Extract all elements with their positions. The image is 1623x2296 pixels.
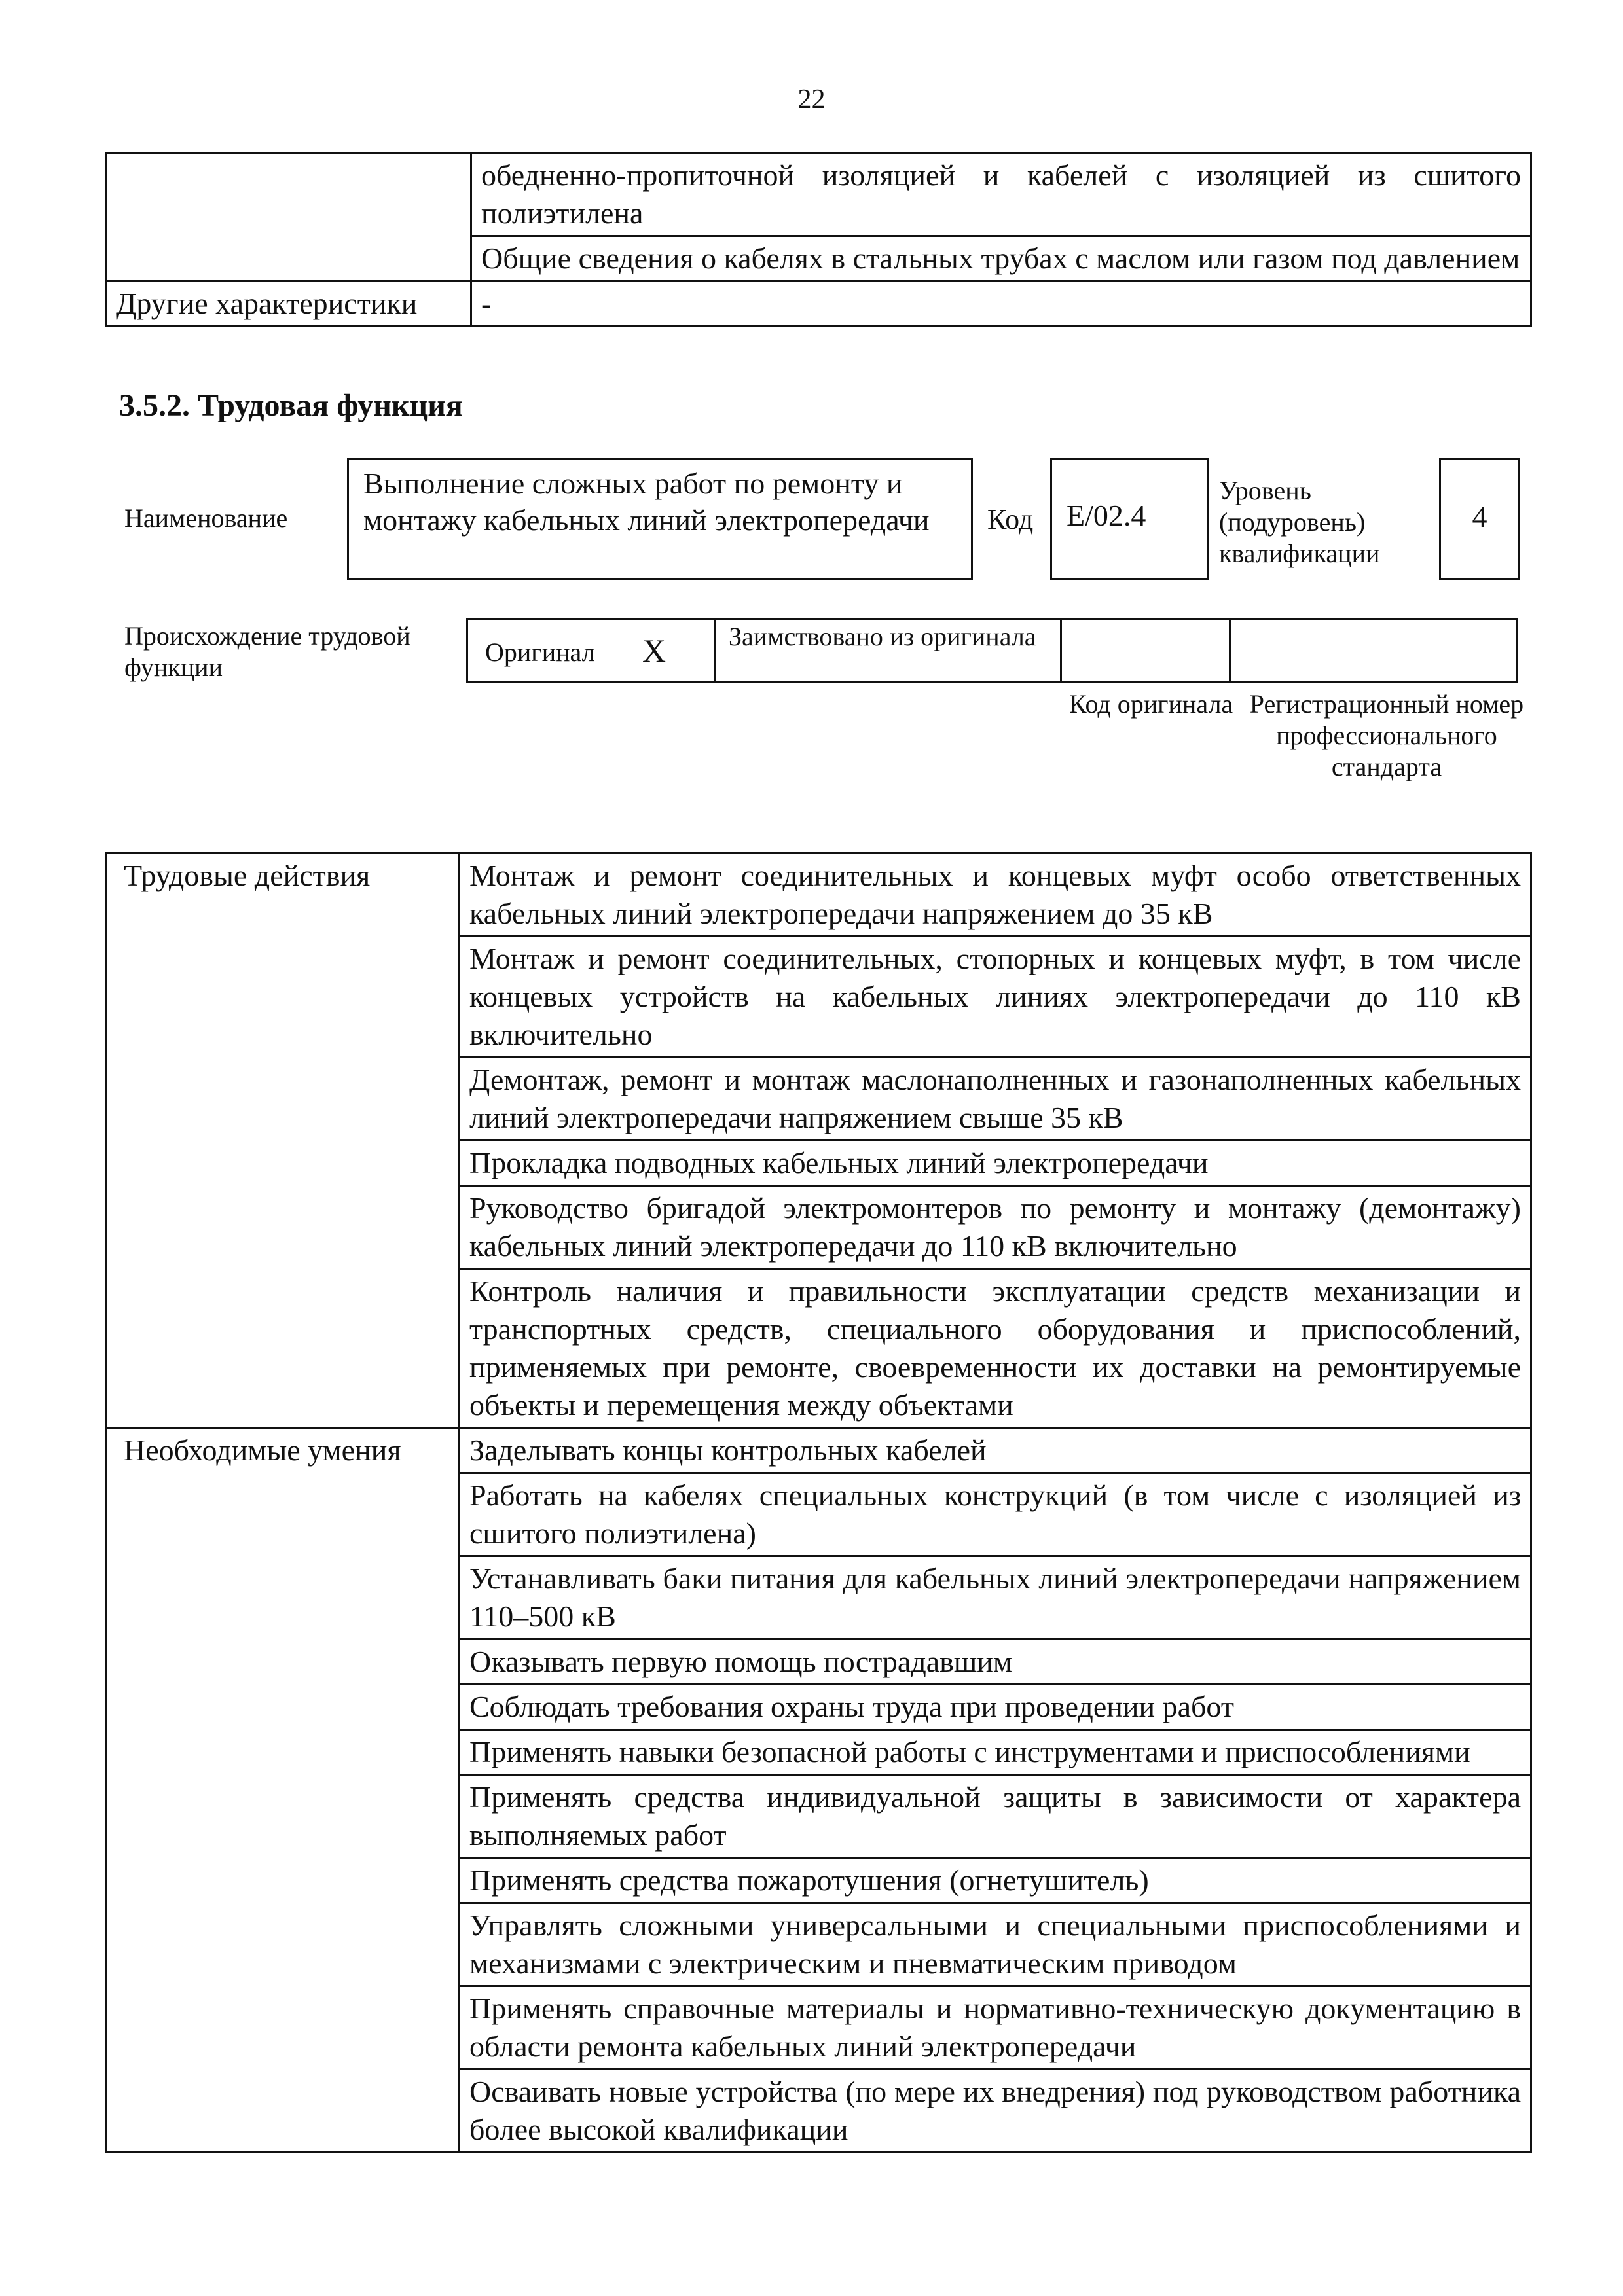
list-item: Устанавливать баки питания для кабельных линий электропередачи напряжением 110–500 кВ <box>460 1556 1531 1640</box>
list-item: Управлять сложными универсальными и специальными приспособлениями и механизмами с электрическим и пневматическим приводом <box>460 1903 1531 1986</box>
list-item: Демонтаж, ремонт и монтаж маслонаполненных и газонаполненных кабельных линий электропередачи напряжением свыше 35 кВ <box>460 1058 1531 1141</box>
name-label: Наименование <box>124 503 288 533</box>
table-row <box>106 1428 1531 1473</box>
level-value: 4 <box>1439 458 1520 580</box>
list-item: Осваивать новые устройства (по мере их внедрения) под руководством работника более высокой квалификации <box>460 2070 1531 2153</box>
table-row <box>106 153 1531 236</box>
code-original-caption: Код оригинала <box>1068 689 1233 719</box>
table-cell-value: - <box>471 281 1531 327</box>
category-label: Необходимые умения <box>106 1428 460 2153</box>
page-number: 22 <box>797 84 826 115</box>
characteristics-table <box>105 152 1532 327</box>
code-value: E/02.4 <box>1050 458 1209 580</box>
list-item: Применять средства пожаротушения (огнетушитель) <box>460 1858 1531 1903</box>
table-cell-label: Другие характеристики <box>106 281 471 327</box>
table-cell-label <box>106 153 471 281</box>
table-cell-value: обедненно-пропиточной изоляцией и кабелей с изоляцией из сшитого полиэтилена <box>471 153 1531 236</box>
list-item: Применять навыки безопасной работы с инструментами и приспособлениями <box>460 1730 1531 1775</box>
divider <box>1060 618 1062 683</box>
table-row <box>106 853 1531 937</box>
origin-box <box>466 618 1518 683</box>
code-label: Код <box>987 503 1034 535</box>
list-item: Руководство бригадой электромонтеров по ремонту и монтажу (демонтажу) кабельных линий электропередачи до 110 кВ включительно <box>460 1186 1531 1269</box>
list-item: Оказывать первую помощь пострадавшим <box>460 1640 1531 1685</box>
list-item: Применять справочные материалы и нормативно-техническую документацию в области ремонта кабельных линий электропередачи <box>460 1986 1531 2070</box>
list-item: Монтаж и ремонт соединительных и концевых муфт особо ответственных кабельных линий электропередачи напряжением до 35 кВ <box>460 853 1531 937</box>
list-item: Применять средства индивидуальной защиты в зависимости от характера выполняемых работ <box>460 1775 1531 1858</box>
list-item: Работать на кабелях специальных конструкций (в том числе с изоляцией из сшитого полиэтилена) <box>460 1473 1531 1556</box>
list-item: Монтаж и ремонт соединительных, стопорных и концевых муфт, в том числе концевых устройств на кабельных линиях электропередачи до 110 кВ включительно <box>460 937 1531 1058</box>
list-item: Контроль наличия и правильности эксплуатации средств механизации и транспортных средств, специального оборудования и приспособлений, применяемых при ремонте, своевременности их доставки на ремонтируемые объекты и перемещения между объектами <box>460 1269 1531 1428</box>
divider <box>714 618 716 683</box>
section-title: 3.5.2. Трудовая функция <box>119 388 463 423</box>
name-value: Выполнение сложных работ по ремонту и монтажу кабельных линий электропередачи <box>347 458 973 580</box>
list-item: Заделывать концы контрольных кабелей <box>460 1428 1531 1473</box>
list-item: Соблюдать требования охраны труда при проведении работ <box>460 1685 1531 1730</box>
original-mark: X <box>642 632 666 669</box>
table-cell-value: Общие сведения о кабелях в стальных трубах с маслом или газом под давлением <box>471 236 1531 281</box>
actions-skills-table <box>105 852 1532 2153</box>
table-row <box>106 281 1531 327</box>
category-label: Трудовые действия <box>106 853 460 1428</box>
original-label: Оригинал <box>485 637 595 667</box>
origin-label: Происхождение трудовой функции <box>124 621 410 682</box>
level-label: Уровень (подуровень) квалификации <box>1219 476 1380 568</box>
divider <box>1229 618 1231 683</box>
reg-number-caption: Регистрационный номер профессионального стандарта <box>1249 689 1524 781</box>
borrowed-label: Заимствовано из оригинала <box>729 622 1036 651</box>
list-item: Прокладка подводных кабельных линий электропередачи <box>460 1141 1531 1186</box>
